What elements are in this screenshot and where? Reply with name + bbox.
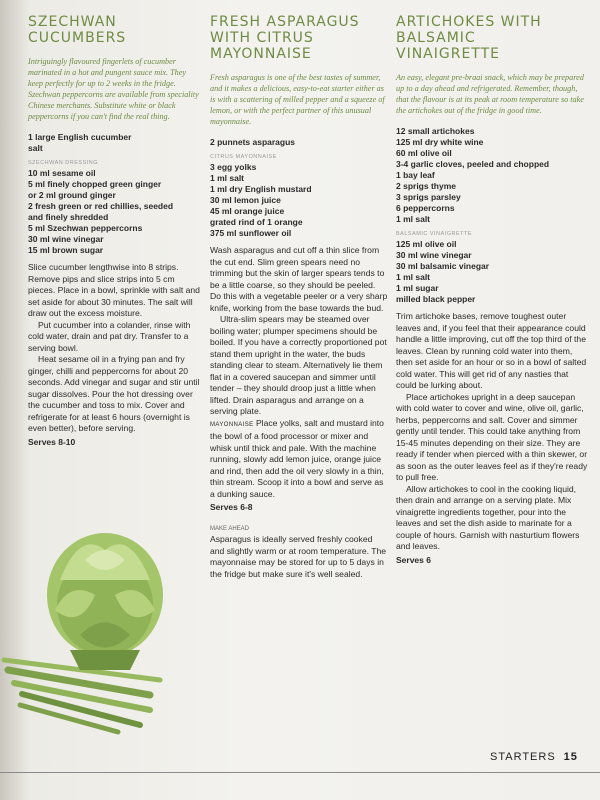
mayonnaise-label: MAYONNAISE (210, 421, 254, 428)
sub-heading: CITRUS MAYONNAISE (210, 154, 277, 160)
ingredient: 3 sprigs parsley (396, 192, 461, 202)
ingredient: 10 ml sesame oil (28, 168, 96, 178)
method-paragraph: Allow artichokes to cool in the cooking liquid, then drain and arrange on a serving plate. Mix vinaigrette ingredients together, pour into the leaves and set the dish aside to marinate for a couple of hours. Garnish with nasturtium flowers and leaves. (396, 483, 580, 551)
ingredient: 3 egg yolks (210, 162, 257, 172)
recipe-title (28, 14, 200, 46)
method-paragraph: Slice cucumber lengthwise into 8 strips. Remove pips and slice strips into 5 cm pieces. Place in a bowl, sprinkle with salt and set aside for about 30 minutes. The salt will draw out the excess moisture. (28, 262, 200, 318)
artichoke (47, 533, 163, 670)
title-line: VINAIGRETTE (396, 46, 501, 62)
recipe-title (210, 14, 388, 62)
title-line: MAYONNAISE (210, 46, 312, 62)
ingredient: 5 ml Szechwan peppercorns (28, 223, 143, 233)
ingredient: 30 ml wine vinegar (28, 234, 104, 244)
serves-label: Serves 6-8 (210, 502, 253, 512)
ingredient: 2 punnets asparagus (210, 137, 296, 147)
title-line: SZECHWAN (28, 14, 117, 30)
ingredient: grated rind of 1 orange (210, 217, 303, 227)
ingredient: 2 sprigs thyme (396, 181, 456, 191)
ingredient: 375 ml sunflower oil (210, 228, 292, 238)
ingredient: 1 ml salt (396, 272, 431, 282)
method-text (210, 245, 388, 500)
recipe-intro: Fresh asparagus is one of the best tastes of summer, and it makes a delicious, easy-to-eat starter either as is with a scattering of milled pepper and a squeeze of lemon, or with the perfect partner of this unusual mayonnaise. (210, 73, 385, 126)
mayonnaise-method: Place yolks, salt and mustard into the bowl of a food processor or mixer and whisk until thick and pale. With the machine running, slowly add lemon juice, orange juice and rind, then add the oil very slowly in a thin, thin stream. Scoop it into a bowl and serve as a dunking sauce. (210, 417, 384, 499)
method-paragraph: Ultra-slim spears may be steamed over boiling water; plumper specimens should be boiled. If you have a correctly proportioned pot stand them upright in the water, the buds standing clear to steam. Alternatively lie them flat in a covered saucepan and simmer until tender – they should droop just a little when lifted. Drain asparagus and arrange on a serving plate. (210, 314, 387, 416)
ingredient: milled black pepper (396, 294, 476, 304)
ingredient: 2 fresh green or red chillies, seeded (28, 201, 174, 211)
ingredient: and finely shredded (28, 212, 109, 222)
method-text (28, 262, 200, 435)
make-ahead-heading: MAKE AHEAD (210, 526, 250, 532)
method-paragraph (210, 418, 388, 501)
ingredient: or 2 ml ground ginger (28, 190, 116, 200)
method-paragraph: Asparagus is ideally served freshly cooked and slightly warm or at room temperature. The mayonnaise may be stored for up to 5 days in the fridge but make sure it's well sealed. (210, 534, 387, 579)
ingredient-list (396, 239, 588, 305)
ingredient: 125 ml dry white wine (396, 137, 484, 147)
ingredient: 1 ml sugar (396, 283, 439, 293)
section-name: STARTERS (490, 751, 556, 763)
method-paragraph: Put cucumber into a colander, rinse with cold water, drain and pat dry. Transfer to a serving bowl. (28, 319, 191, 353)
method-paragraph: Trim artichoke bases, remove toughest outer leaves and, if you feel that their appearance could handle a little improving, cut off the top third of the leaves. Clean by running cold water into them, then set aside for an hour or so in a bowl of salted cold water. This will get rid of any nasties that could be lurking about. (396, 311, 587, 390)
title-line: WITH CITRUS (210, 30, 314, 46)
ingredient: 1 bay leaf (396, 170, 435, 180)
ingredient: 60 ml olive oil (396, 148, 452, 158)
title-line: ARTICHOKES WITH (396, 14, 542, 30)
ingredient: 30 ml wine vinegar (396, 250, 472, 260)
ingredient: salt (28, 143, 43, 153)
method-paragraph: Heat sesame oil in a frying pan and fry ginger, chilli and peppercorns for about 20 seconds. Add vinegar and sugar and stir until sugar dissolves. Pour the hot dressing over the cucumber and toss to mix. Cover and refrigerate for at least 6 hours (overnight is even better), before serving. (28, 354, 200, 433)
ingredient: 1 ml salt (396, 214, 431, 224)
ingredient: 1 ml dry English mustard (210, 184, 312, 194)
ingredient-list (396, 126, 588, 225)
ingredient: 125 ml olive oil (396, 239, 457, 249)
recipe-title (396, 14, 588, 62)
method-paragraph: Place artichokes upright in a deep saucepan with cold water to cover and wine, olive oil, garlic, herbs, peppercorns and salt. Cover and simmer gently until tender. This could take anything from 15-45 minutes depending on their size. They are ready if tender when pierced with a thin skewer, or as soon as the outer leaves feel as if they're ready to pull free. (396, 391, 588, 482)
ingredient-list (210, 162, 388, 239)
recipe-intro: Intriguingly flavoured fingerlets of cucumber marinated in a hot and pungent sauce mix. They keep perfectly for up to 2 weeks in the fridge. Szechwan peppercorns are available from speciality Chinese merchants. Substitute white or black peppercorns if you can't find the real thing. (28, 57, 199, 121)
recipe-fresh-asparagus (210, 14, 388, 580)
ingredient: 1 large English cucumber (28, 132, 132, 142)
title-line: BALSAMIC (396, 30, 476, 46)
page-number: 15 (563, 751, 578, 763)
serves-label: Serves 6 (396, 554, 431, 565)
ingredient: 6 peppercorns (396, 203, 455, 213)
make-ahead-text (210, 534, 388, 580)
ingredient: 30 ml lemon juice (210, 195, 281, 205)
sub-heading: BALSAMIC VINAIGRETTE (396, 231, 473, 237)
title-line: CUCUMBERS (28, 30, 127, 46)
ingredient: 1 ml salt (210, 173, 245, 183)
method-text (396, 311, 588, 553)
page-footer (490, 751, 578, 763)
ingredient-list (210, 137, 388, 148)
ingredient: 45 ml orange juice (210, 206, 285, 216)
ingredient: 3-4 garlic cloves, peeled and chopped (396, 159, 550, 169)
ingredient: 15 ml brown sugar (28, 245, 104, 255)
footer-rule (0, 772, 600, 773)
artichoke-asparagus-illustration (0, 520, 190, 740)
method-paragraph: Wash asparagus and cut off a thin slice from the cut end. Slim green spears need no trimming but the skin of larger spears tends to be a little coarse, so they should be peeled. Do this with a vegetable peeler or a very sharp knife, working from the base towards the bud. (210, 245, 388, 313)
asparagus-spears (4, 660, 160, 732)
ingredient: 30 ml balsamic vinegar (396, 261, 490, 271)
sub-heading: SZECHWAN DRESSING (28, 160, 99, 166)
ingredient-list (28, 132, 200, 154)
serves-label: Serves 8-10 (28, 436, 76, 447)
title-line: FRESH ASPARAGUS (210, 14, 360, 30)
ingredient: 12 small artichokes (396, 126, 475, 136)
recipe-szechwan-cucumbers (28, 14, 200, 447)
recipe-intro: An easy, elegant pre-braai snack, which may be prepared up to a day ahead and refrigerated. Remember, though, that the flavour is at its peak at room temperature so take the artichokes out of the fridge in good time. (396, 73, 584, 115)
ingredient: 5 ml finely chopped green ginger (28, 179, 162, 189)
recipe-artichokes (396, 14, 588, 565)
ingredient-list (28, 168, 200, 256)
